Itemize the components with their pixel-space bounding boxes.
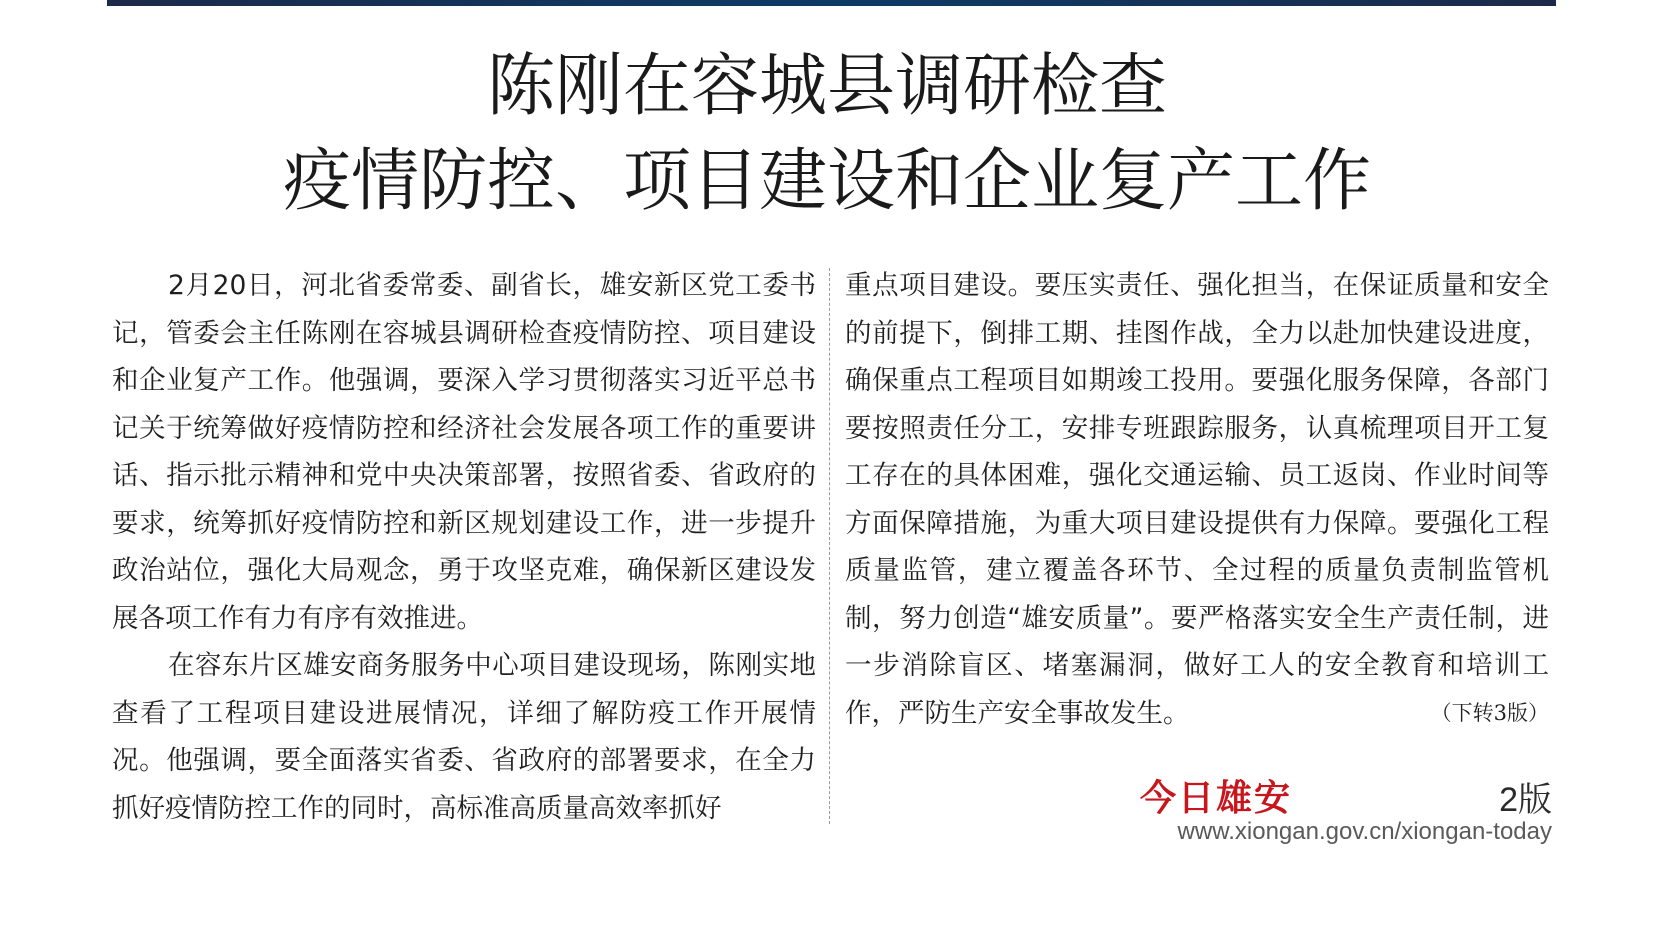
column-divider bbox=[829, 268, 830, 824]
article-paragraph-3 bbox=[845, 262, 1549, 737]
masthead-logo: 今日雄安 bbox=[1140, 777, 1293, 819]
site-url: www.xiongan.gov.cn/xiongan-today bbox=[1177, 818, 1552, 845]
article-paragraph-3-text: 重点项目建设。要压实责任、强化担当，在保证质量和安全的前提下，倒排工期、挂图作战，全力以赴加快建设进度，确保重点工程项目如期竣工投用。要强化服务保障，各部门要按照责任分工，安排专班跟踪服务，认真梳理项目开工复工存在的具体困难，强化交通运输、员工返岗、作业时间等方面保障措施，为重大项目建设提供有力保障。要强化工程质量监管，建立覆盖各环节、全过程的质量负责制监管机制，努力创造“雄安质量”。要严格落实安全生产责任制，进一步消除盲区、堵塞漏洞，做好工人的安全教育和培训工作，严防生产安全事故发生。 bbox=[845, 270, 1549, 729]
edition-number: 2版 bbox=[1499, 781, 1552, 819]
article-paragraph-2: 在容东片区雄安商务服务中心项目建设现场，陈刚实地查看了工程项目建设进展情况，详细了解防疫工作开展情况。他强调，要全面落实省委、省政府的部署要求，在全力抓好疫情防控工作的同时，高标准高质量高效率抓好 bbox=[112, 650, 816, 824]
top-rule bbox=[107, 0, 1556, 6]
article-column-left bbox=[112, 262, 816, 832]
article-column-right bbox=[845, 262, 1549, 737]
continued-note: （下转3版） bbox=[1430, 700, 1549, 725]
headline-line-2: 疫情防控、项目建设和企业复产工作 bbox=[282, 142, 1371, 221]
headline-line-1: 陈刚在容城县调研检查 bbox=[486, 47, 1167, 126]
article-paragraph-1: 2月20日，河北省委常委、副省长，雄安新区党工委书记，管委会主任陈刚在容城县调研检查疫情防控、项目建设和企业复产工作。他强调，要深入学习贯彻落实习近平总书记关于统筹做好疫情防控和经济社会发展各项工作的重要讲话、指示批示精神和党中央决策部署，按照省委、省政府的要求，统筹抓好疫情防控和新区规划建设工作，进一步提升政治站位，强化大局观念，勇于攻坚克难，确保新区建设发展各项工作有力有序有效推进。 bbox=[112, 270, 816, 634]
